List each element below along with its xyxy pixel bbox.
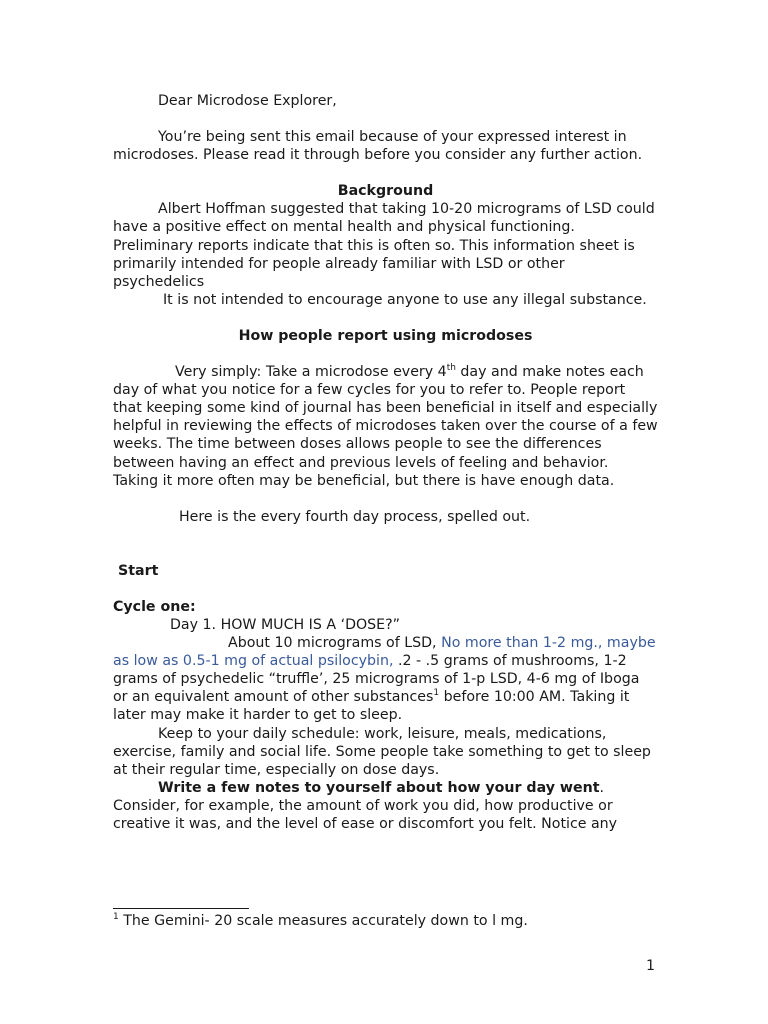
footnote-text: The Gemini- 20 scale measures accurately down to l mg.: [118, 913, 528, 929]
start-heading: Start: [118, 562, 159, 579]
dose-paragraph: [113, 634, 658, 724]
process-intro: Here is the every fourth day process, spelled out.: [179, 508, 531, 525]
footnote: [113, 912, 528, 930]
notes-instruction: Write a few notes to yourself about how your day went: [158, 779, 600, 796]
letter-body: [113, 92, 658, 833]
page-number: 1: [646, 958, 656, 974]
dose-text-start: About 10 micrograms of LSD,: [228, 635, 442, 652]
how-paragraph: [113, 363, 658, 490]
ordinal-superscript: th: [446, 363, 456, 374]
how-text-start: Very simply: Take a microdose every 4: [175, 364, 447, 381]
background-paragraph: Albert Hoffman suggested that taking 10-20 micrograms of LSD could have a positive effect on mental health and physical functioning. Preliminary reports indicate that this is often so. This information sheet is primarily intended for people already familiar with LSD or other psychedelics: [113, 201, 655, 290]
day1-label: Day 1. HOW MUCH IS A ‘DOSE?”: [170, 616, 401, 633]
dose-text-end: before 10:00 AM. Taking it later may make it harder to get to sleep.: [113, 689, 630, 724]
dose-text-middle: .2 - .5 grams of mushrooms, 1-2 grams of psychedelic “truffle’, 25 micrograms of 1-p LSD, 4-6 mg of Iboga or an equivalent amount of other substances: [113, 653, 640, 706]
footnote-reference: 1: [433, 688, 440, 699]
disclaimer-paragraph: It is not intended to encourage anyone to use any illegal substance.: [163, 291, 647, 308]
background-heading: Background: [337, 183, 434, 200]
footnote-mark: 1: [113, 912, 119, 922]
salutation: Dear Microdose Explorer,: [158, 93, 337, 109]
notes-paragraph: [113, 779, 658, 833]
schedule-paragraph: Keep to your daily schedule: work, leisure, meals, medications, exercise, family and social life. Some people take something to get to sleep at their regular time, especially on dose days.: [113, 725, 651, 778]
footnote-separator: [113, 908, 249, 909]
intro-paragraph: You’re being sent this email because of your expressed interest in microdoses. Please read it through before you consider any further action.: [113, 129, 643, 164]
how-text-end: day and make notes each day of what you notice for a few cycles for you to refer to. People report that keeping some kind of journal has been beneficial in itself and especially helpful in reviewing the effects of microdoses taken over the course of a few weeks. The time between doses allows people to see the differences between having an effect and previous levels of feeling and behavior. Taking it more often may be beneficial, but there is have enough data.: [113, 364, 658, 489]
how-heading: How people report using microdoses: [238, 327, 533, 344]
notes-text: . Consider, for example, the amount of work you did, how productive or creative it was, and the level of ease or discomfort you felt. Notice any: [113, 779, 618, 832]
cycle-heading: Cycle one:: [113, 598, 196, 615]
dose-psilocybin-note: No more than 1-2 mg., maybe as low as 0.5-1 mg of actual psilocybin,: [113, 635, 656, 670]
